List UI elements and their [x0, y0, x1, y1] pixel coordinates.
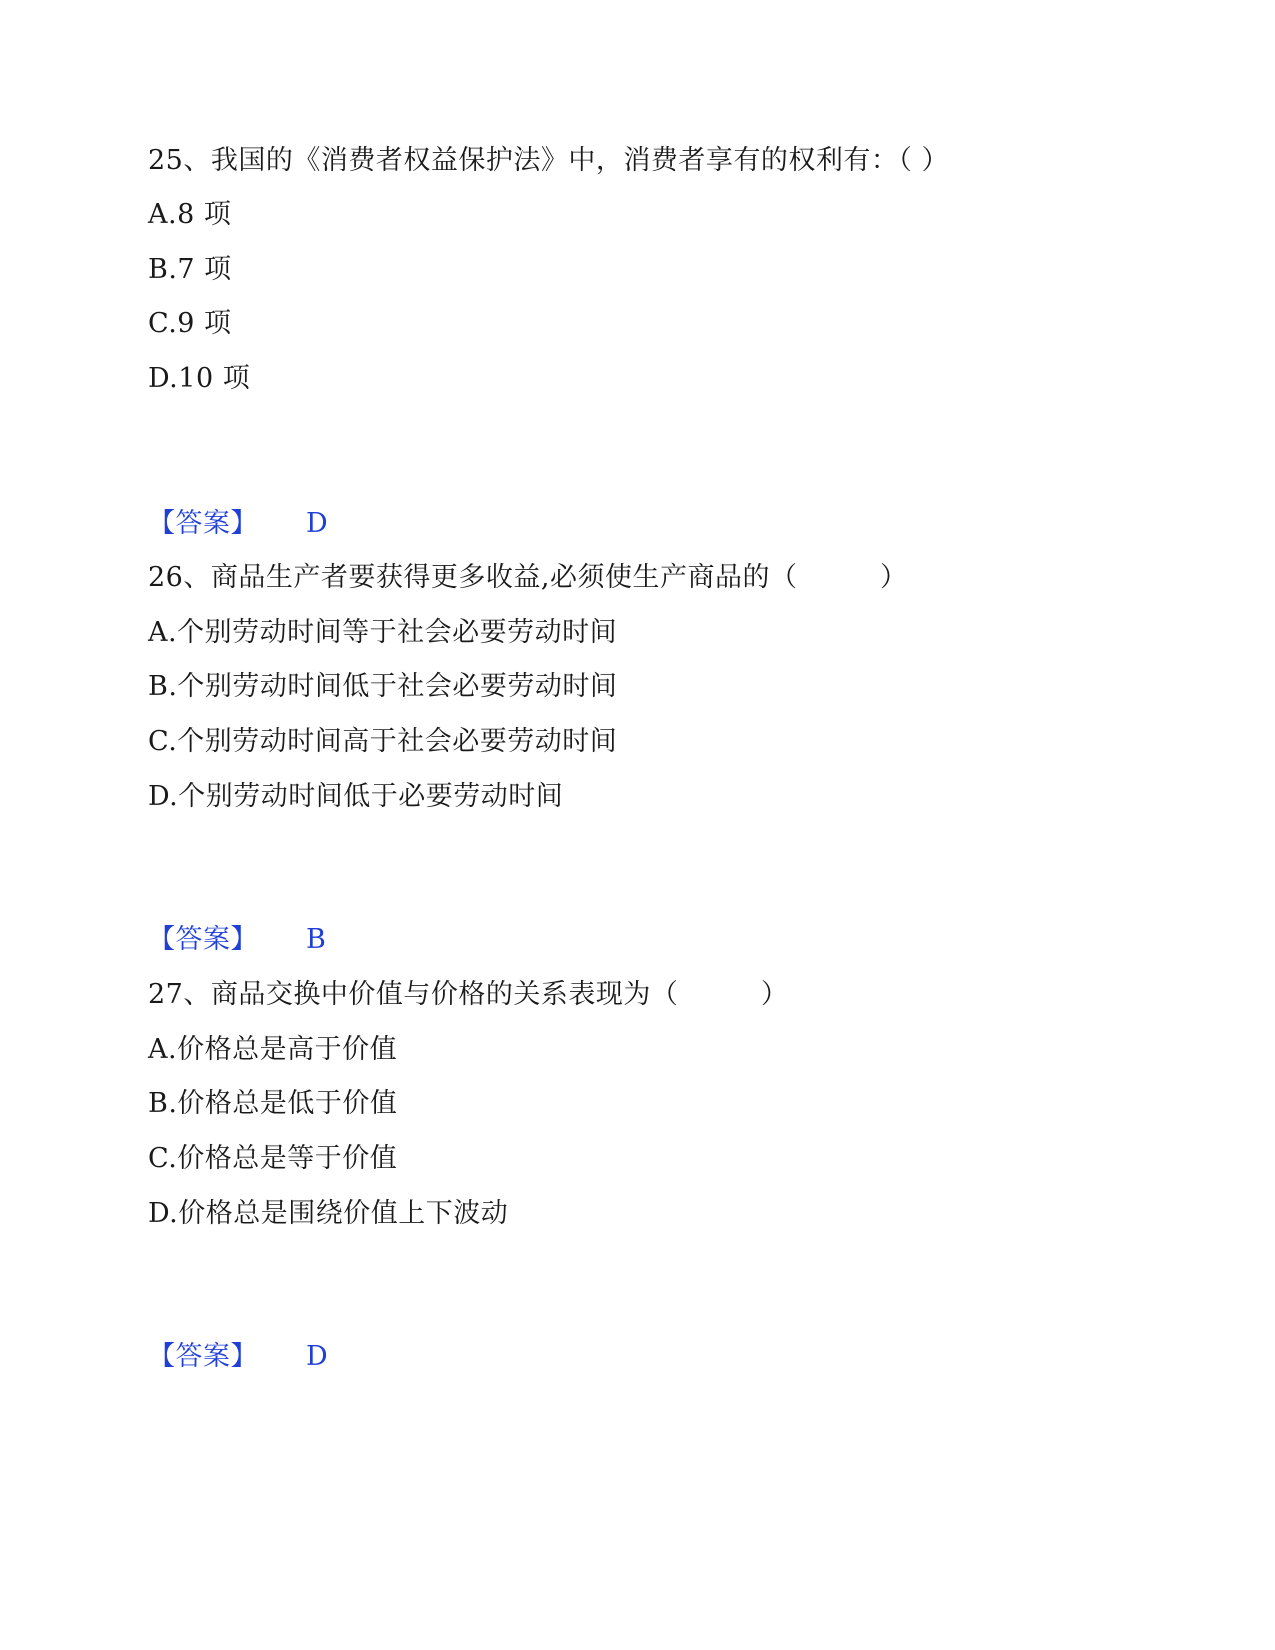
question-26-stem: 26、商品生产者要获得更多收益,必须使生产商品的（ ）	[148, 562, 908, 593]
question-25-answer	[148, 507, 328, 541]
question-27-option-c: C.价格总是等于价值	[148, 1143, 398, 1174]
answer-value: B	[306, 924, 327, 955]
question-25-option-b: B.7 项	[148, 254, 232, 285]
question-26-option-b: B.个别劳动时间低于社会必要劳动时间	[148, 671, 618, 702]
question-26-option-c: C.个别劳动时间高于社会必要劳动时间	[148, 726, 618, 757]
question-27-option-d: D.价格总是围绕价值上下波动	[148, 1198, 509, 1229]
answer-label: 【答案】	[148, 1341, 258, 1372]
question-27-answer	[148, 1340, 328, 1374]
answer-label: 【答案】	[148, 924, 258, 955]
answer-value: D	[306, 1341, 329, 1372]
answer-label: 【答案】	[148, 508, 258, 539]
question-26-option-a: A.个别劳动时间等于社会必要劳动时间	[148, 617, 618, 648]
question-26-option-d: D.个别劳动时间低于必要劳动时间	[148, 781, 564, 812]
question-25-option-a: A.8 项	[148, 199, 232, 230]
question-25-option-d: D.10 项	[148, 363, 251, 394]
question-27-option-a: A.价格总是高于价值	[148, 1034, 398, 1065]
question-27-stem: 27、商品交换中价值与价格的关系表现为（ ）	[148, 979, 789, 1010]
question-25-option-c: C.9 项	[148, 308, 232, 339]
question-26-answer	[148, 923, 326, 957]
question-25-stem: 25、我国的《消费者权益保护法》中，消费者享有的权利有：（ ）	[148, 145, 949, 176]
question-27-option-b: B.价格总是低于价值	[148, 1088, 398, 1119]
answer-value: D	[306, 508, 329, 539]
